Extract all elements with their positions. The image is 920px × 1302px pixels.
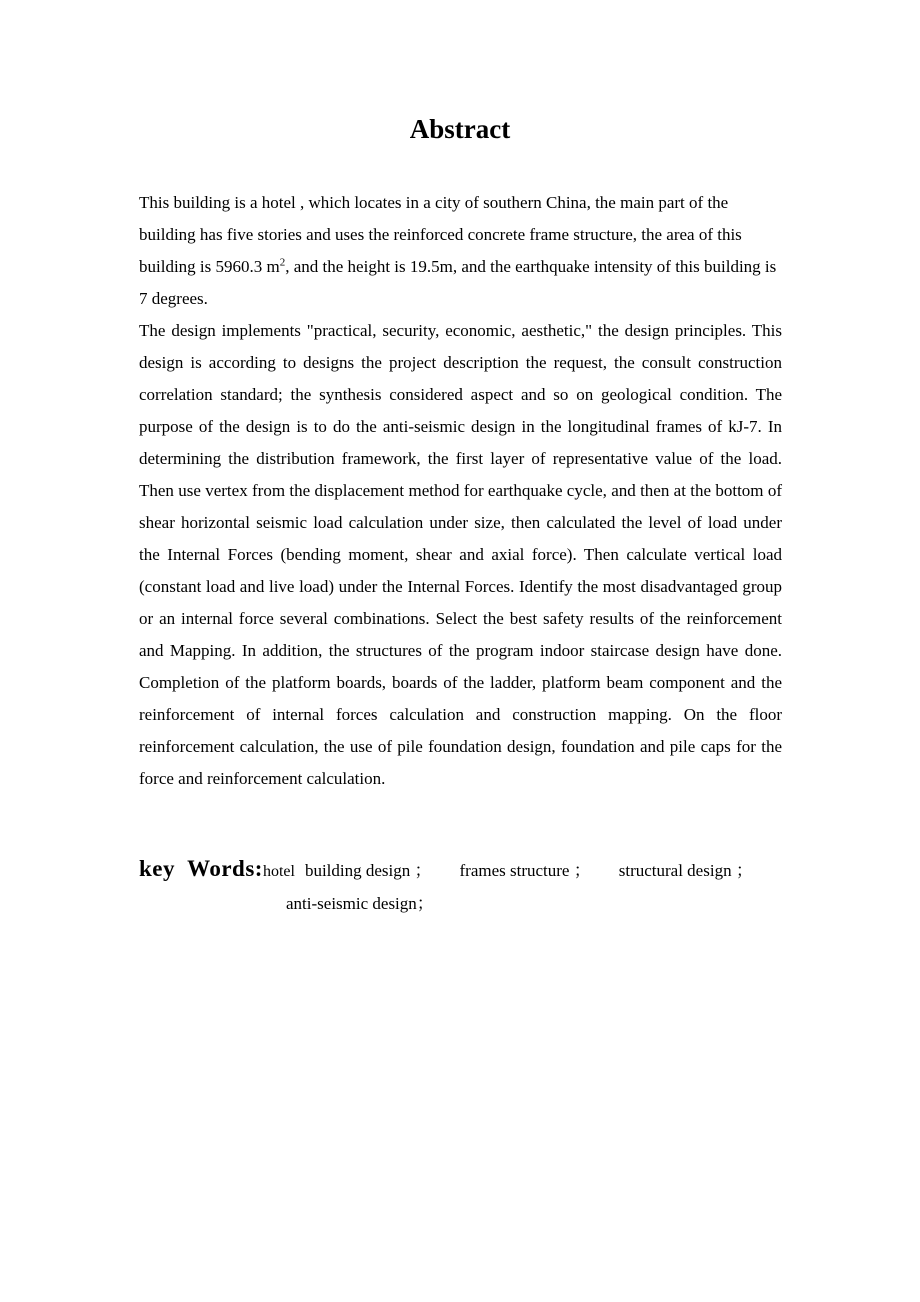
keywords-row-2 [139,888,782,920]
abstract-title: Abstract [409,114,511,144]
keyword-4: structural design ； [618,861,753,880]
keyword-5: anti-seismic design； [286,894,434,913]
p1-text-b: , and the height is 19.5m, and the earthquake intensity of this building is 7 degrees. [139,257,777,308]
abstract-paragraph-1 [139,187,782,315]
p1-text-a: This building is a hotel , which locates in a city of southern China, the main part of the building has five stories and uses the reinforced concrete frame structure, the area of this building is 5960.3 m [139,193,742,276]
keywords-block [139,853,782,920]
keyword-3: frames structure ； [459,861,591,880]
keywords-label: key Words: [139,856,263,881]
keyword-2: building design ； [304,861,432,880]
keywords-row-1 [139,853,782,888]
keyword-1: hotel [262,863,295,880]
abstract-paragraph-2: The design implements "practical, security, economic, aesthetic," the design principles. This design is according to designs the project description the request, the consult construction correlation standard; the synthesis considered aspect and so on geological condition. The purpose of the design is to do the anti-seismic design in the longitudinal frames of kJ-7. In determining the distribution framework, the first layer of representative value of the load. Then use vertex from the displacement method for earthquake cycle, and then at the bottom of shear horizontal seismic load calculation under size, then calculated the level of load under the Internal Forces (bending moment, shear and axial force). Then calculate vertical load (constant load and live load) under the Internal Forces. Identify the most disadvantaged group or an internal force several combinations. Select the best safety results of the reinforcement and Mapping. In addition, the structures of the program indoor staircase design have done. Completion of the platform boards, boards of the ladder, platform beam component and the reinforcement of internal forces calculation and construction mapping. On the floor reinforcement calculation, the use of pile foundation design, foundation and pile caps for the force and reinforcement calculation. [139,321,782,788]
area-unit-superscript: 2 [279,256,286,269]
